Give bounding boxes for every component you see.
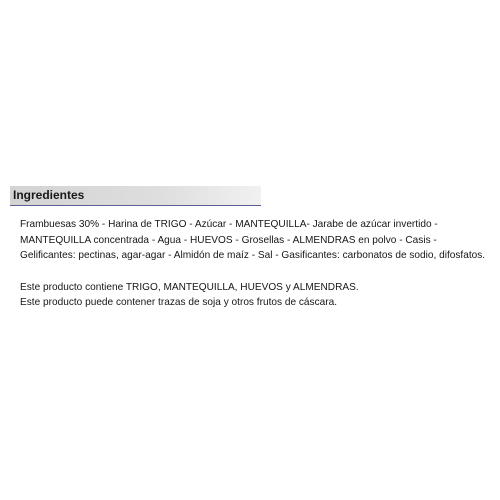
- ingredients-section: [10, 186, 490, 311]
- allergen-contains-text: Este producto contiene TRIGO, MANTEQUILLA, HUEVOS y ALMENDRAS.: [20, 281, 359, 293]
- ingredients-heading: Ingredientes: [10, 186, 261, 206]
- paragraph-spacer: [20, 264, 486, 280]
- ingredients-list-text: Frambuesas 30% - Harina de TRIGO - Azúcar - MANTEQUILLA- Jarabe de azúcar invertido - MANTEQUILLA concentrada - Agua - HUEVOS - Grosellas - ALMENDRAS en polvo - Casis - Gelificantes: pectinas, agar-agar - Almidón de maíz - Sal - Gasificantes: carbonatos de sodio, difosfatos.: [20, 219, 486, 262]
- ingredients-body: [10, 217, 490, 311]
- allergen-traces-text: Este producto puede contener trazas de soja y otros frutos de cáscara.: [20, 297, 338, 309]
